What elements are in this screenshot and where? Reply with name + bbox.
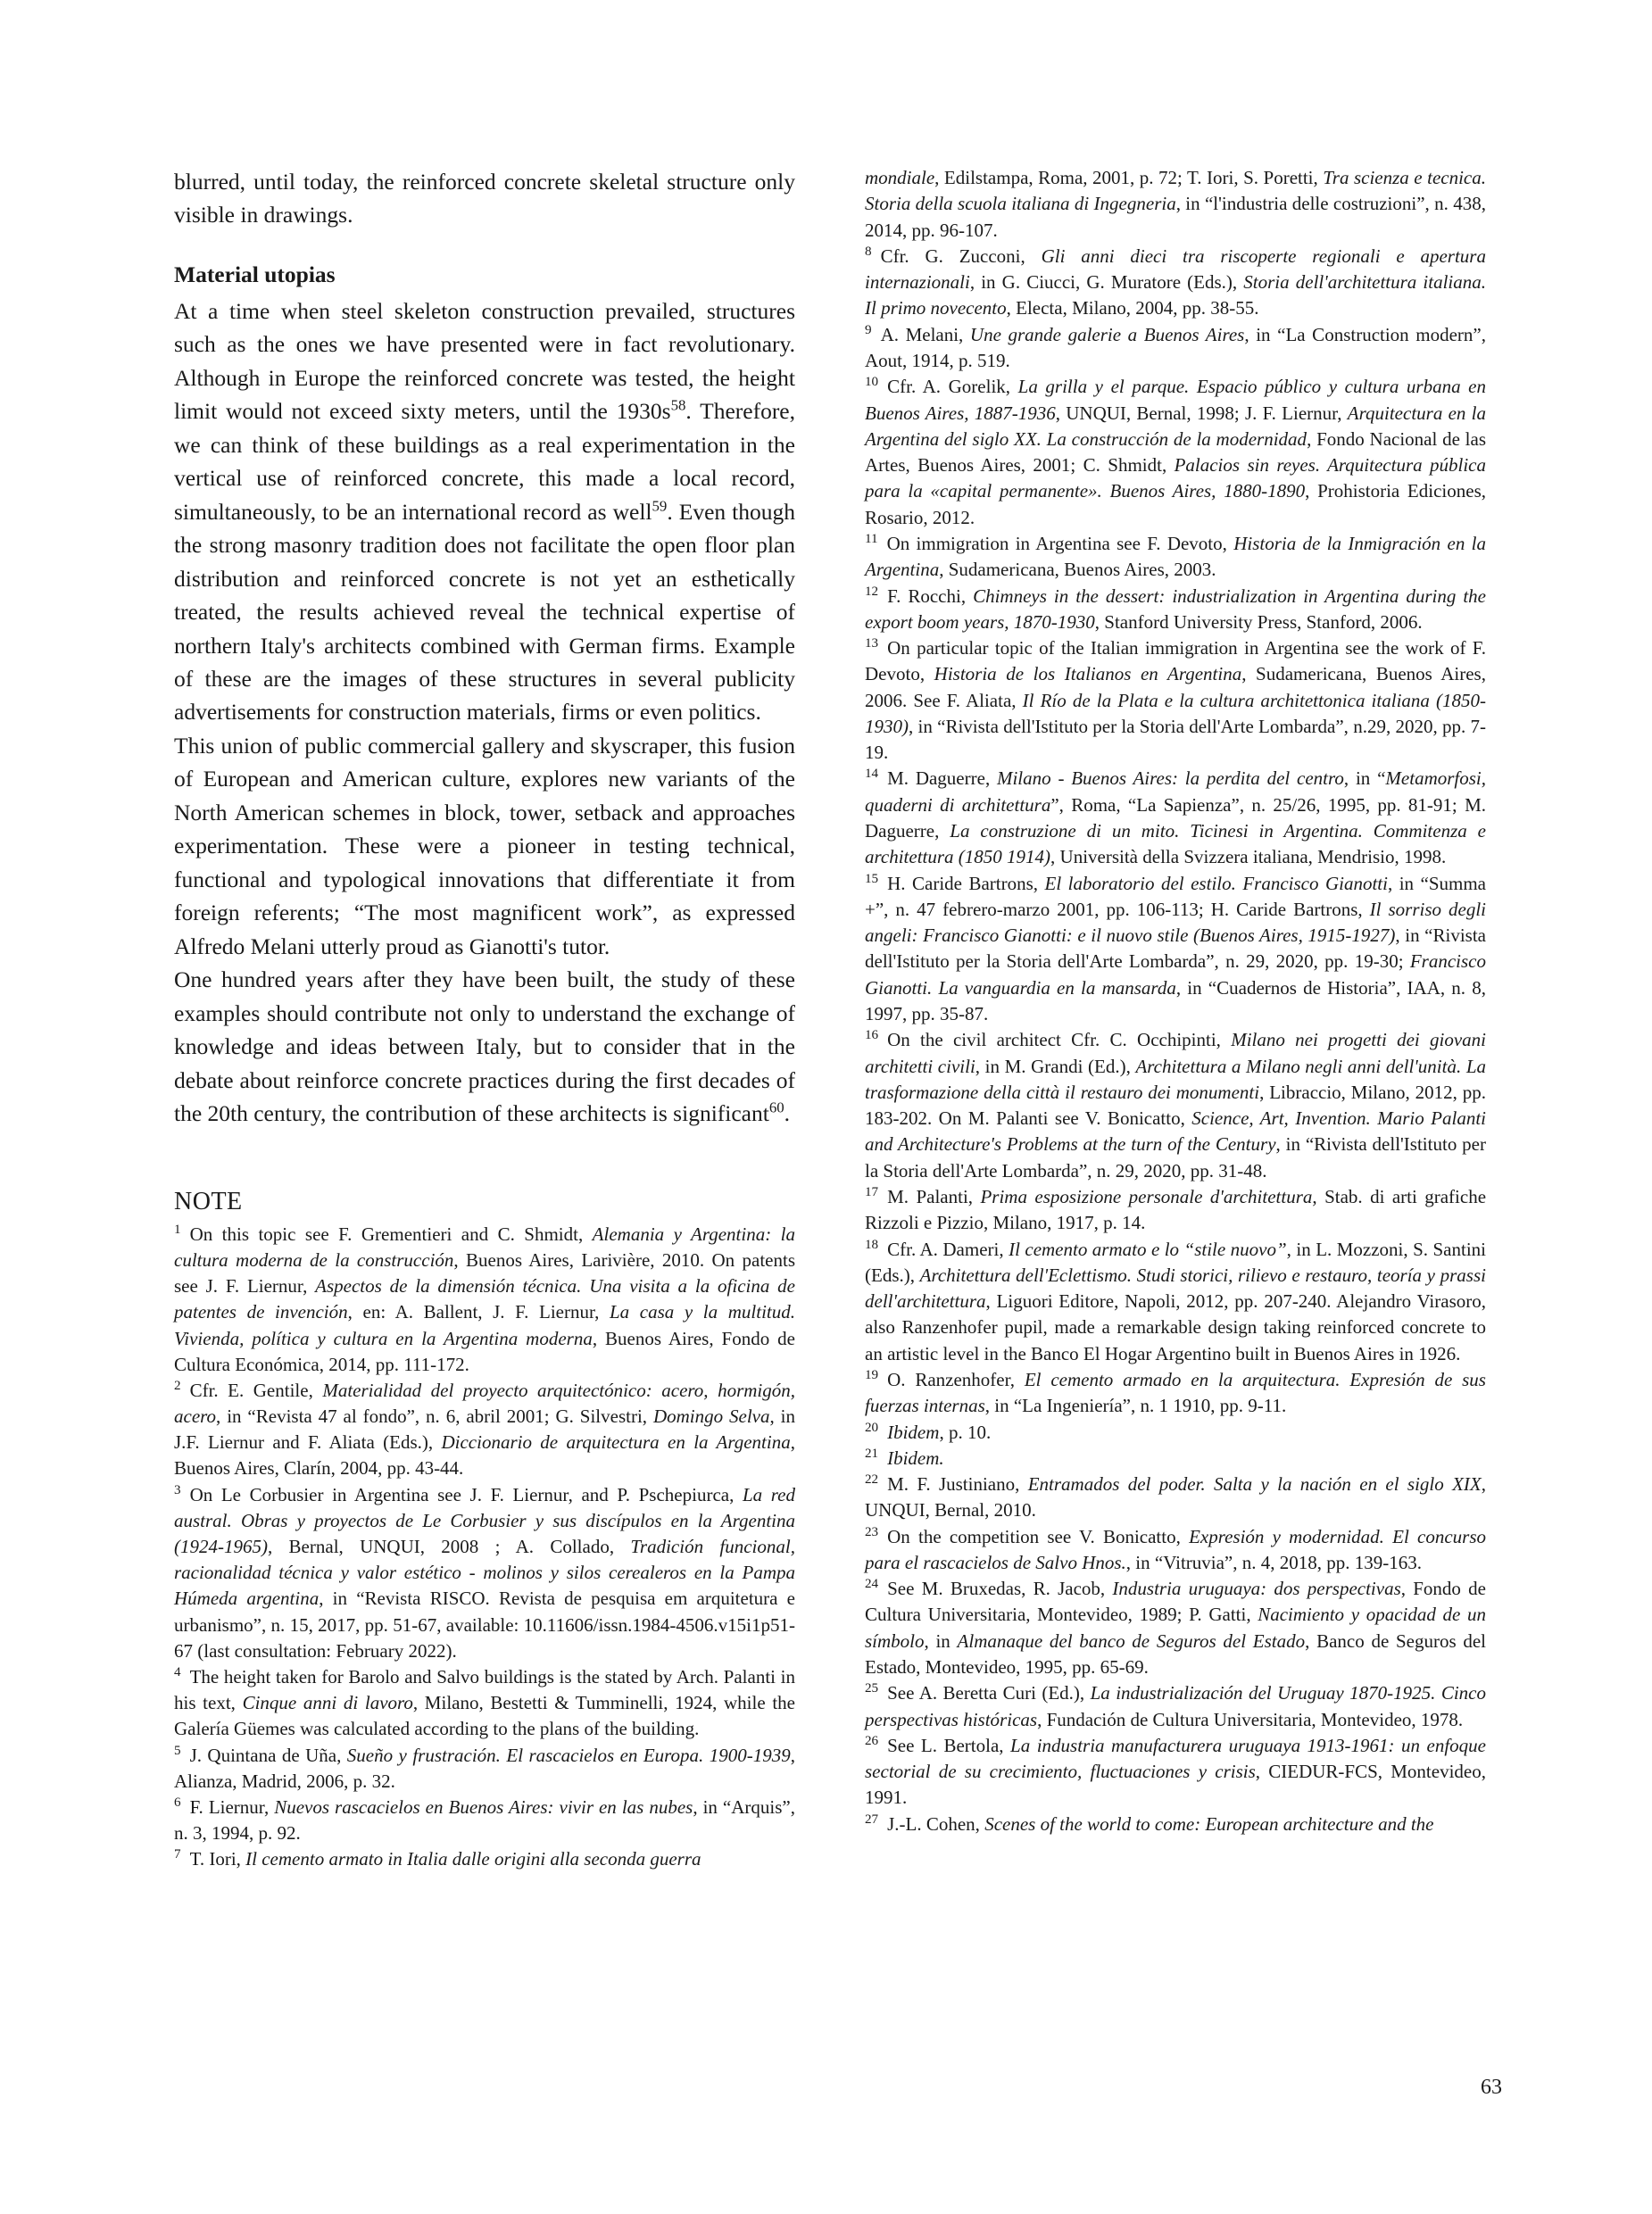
- note-item: [865, 374, 1486, 531]
- note-item: [865, 766, 1486, 870]
- note-number: 9: [865, 322, 872, 337]
- note-number: 13: [865, 636, 879, 651]
- note-number: 17: [865, 1184, 879, 1199]
- note-text: On the civil architect Cfr. C. Occhipinti, Milano nei progetti dei giovani architetti civili, in M. Grandi (Ed.), Architettura a Milano negli anni dell'unità. La trasformazione della città il restauro dei monumenti, Libraccio, Milano, 2012, pp. 183-202. On M. Palanti see V. Bonicatto, Science, Art, Invention. Mario Palanti and Architecture's Problems at the turn of the Century, in “Rivista dell'Istituto per la Storia dell'Arte Lombarda”, n. 29, 2020, pp. 31-48.: [865, 1029, 1487, 1182]
- note-number: 11: [865, 531, 878, 546]
- note-item-continued: [865, 165, 1486, 244]
- note-text: On Le Corbusier in Argentina see J. F. Liernur, and P. Pschepiurca, La red austral. Obras y proyectos de Le Corbusier y sus discípulos en la Argentina (1924-1965), Bernal, UNQUI, 2008 ; A. Collado, Tradición funcional, racionalidad técnica y valor estético - molinos y silos cerealeros en la Pampa Húmeda argentina, in “Revista RISCO. Revista de pesquisa em arquitetura e urbanismo”, n. 15, 2017, pp. 51-67, available: 10.11606/issn.1984-4506.v15i1p51-67 (last consultation: February 2022).: [174, 1483, 795, 1662]
- note-text: A. Melani, Une grande galerie a Buenos Aires, in “La Construction modern”, Aout, 1914, p. 519.: [865, 323, 1486, 371]
- note-item: [174, 1222, 795, 1378]
- note-item: [174, 1482, 795, 1664]
- note-text: Ibidem, p. 10.: [887, 1421, 992, 1443]
- note-item: [865, 1237, 1486, 1367]
- note-number: 8: [865, 244, 872, 259]
- note-item: [865, 1576, 1486, 1680]
- note-number: 5: [174, 1743, 181, 1758]
- note-number: 2: [174, 1378, 181, 1393]
- notes-list-right: [865, 165, 1486, 1890]
- note-number: 18: [865, 1237, 879, 1252]
- note-item: [865, 1027, 1486, 1184]
- note-text: Cfr. A. Gorelik, La grilla y el parque. Espacio público y cultura urbana en Buenos Aires, 1887-1936, UNQUI, Bernal, 1998; J. F. Liernur, Arquitectura en la Argentina del siglo XX. La construcción de la modernidad, Fondo Nacional de las Artes, Buenos Aires, 2001; C. Shmidt, Palacios sin reyes. Arquitectura pública para la «capital permanente». Buenos Aires, 1880-1890, Prohistoria Ediciones, Rosario, 2012.: [865, 376, 1487, 528]
- body-paragraph: This union of public commercial gallery and skyscraper, this fusion of European and American culture, explores new variants of the North American schemes in block, tower, setback and approaches experimentation. These were a pioneer in testing technical, functional and typological innovations that differentiate it from foreign referents; “The most magnificent work”, as expressed Alfredo Melani utterly proud as Gianotti's tutor.: [174, 732, 795, 959]
- note-item: [865, 635, 1486, 766]
- page-number: 63: [1481, 2076, 1502, 2099]
- note-item: [865, 244, 1486, 322]
- note-item: [865, 322, 1486, 375]
- note-item: [865, 1524, 1486, 1577]
- left-column: [174, 165, 795, 1890]
- note-text: M. F. Justiniano, Entramados del poder. Salta y la nación en el siglo XIX, UNQUI, Bernal, 2010.: [865, 1473, 1486, 1522]
- note-item: [174, 1846, 795, 1872]
- note-text: On this topic see F. Grementieri and C. Shmidt, Alemania y Argentina: la cultura moderna de la construcción, Buenos Aires, Larivière, 2010. On patents see J. F. Liernur, Aspectos de la dimensión técnica. Una visita a la oficina de patentes de invención, en: A. Ballent, J. F. Liernur, La casa y la multitud. Vivienda, política y cultura en la Argentina moderna, Buenos Aires, Fondo de Cultura Económica, 2014, pp. 111-172.: [174, 1223, 796, 1375]
- note-text: J.-L. Cohen, Scenes of the world to come: European architecture and the: [887, 1812, 1434, 1835]
- note-item: [174, 1795, 795, 1846]
- two-column-layout: [174, 165, 1486, 1890]
- note-text: See M. Bruxedas, R. Jacob, Industria uruguaya: dos perspectivas, Fondo de Cultura Universitaria, Montevideo, 1989; P. Gatti, Nacimiento y opacidad de un símbolo, in Almanaque del banco de Seguros del Estado, Banco de Seguros del Estado, Montevideo, 1995, pp. 65-69.: [865, 1578, 1487, 1679]
- note-item: [865, 1837, 1486, 1863]
- note-item: [865, 1367, 1486, 1420]
- note-number: 7: [174, 1847, 181, 1862]
- note-item: [865, 584, 1486, 636]
- note-text: Cfr. E. Gentile, Materialidad del proyecto arquitectónico: acero, hormigón, acero, in “Revista 47 al fondo”, n. 6, abril 2001; G. Silvestri, Domingo Selva, in J.F. Liernur and F. Aliata (Eds.), Diccionario de arquitectura en la Argentina, Buenos Aires, Clarín, 2004, pp. 43-44.: [174, 1379, 795, 1480]
- note-item: [865, 1733, 1486, 1812]
- note-number: 3: [174, 1482, 181, 1497]
- note-item: [174, 1743, 795, 1795]
- note-number: 12: [865, 584, 879, 599]
- note-text: H. Caride Bartrons, El laboratorio del estilo. Francisco Gianotti, in “Summa +”, n. 47 febrero-marzo 2001, pp. 106-113; H. Caride Bartrons, Il sorriso degli angeli: Francisco Gianotti: e il nuovo stile (Buenos Aires, 1915-1927), in “Rivista dell'Istituto per la Storia dell'Arte Lombarda”, n. 29, 2020, pp. 19-30; Francisco Gianotti. La vanguardia en la mansarda, in “Cuadernos de Historia”, IAA, n. 8, 1997, pp. 35-87.: [865, 872, 1486, 1024]
- note-text: Ibidem.: [887, 1447, 944, 1469]
- note-number: 21: [865, 1446, 879, 1461]
- opening-paragraph: blurred, until today, the reinforced concrete skeletal structure only visible in drawings.: [174, 169, 795, 228]
- note-item: [174, 1664, 795, 1743]
- note-text: On the competition see V. Bonicatto, Expresión y modernidad. El concurso para el rascacielos de Salvo Hnos., in “Vitruvia”, n. 4, 2018, pp. 139-163.: [865, 1525, 1486, 1573]
- note-text: See A. Beretta Curi (Ed.), La industrialización del Uruguay 1870-1925. Cinco perspectivas históricas, Fundación de Cultura Universitaria, Montevideo, 1978.: [865, 1682, 1486, 1730]
- note-number: 23: [865, 1524, 879, 1539]
- note-text: Cfr. G. Zucconi, Gli anni dieci tra riscoperte regionali e apertura internazionali, in G. Ciucci, G. Muratore (Eds.), Storia dell'architettura italiana. Il primo novecento, Electa, Milano, 2004, pp. 38-55.: [865, 245, 1486, 319]
- note-number: 10: [865, 375, 879, 390]
- note-text: F. Rocchi, Chimneys in the dessert: industrialization in Argentina during the export boom years, 1870-1930, Stanford University Press, Stanford, 2006.: [865, 585, 1486, 633]
- note-item: [174, 1378, 795, 1482]
- note-text: On immigration in Argentina see F. Devoto, Historia de la Inmigración en la Argentina, Sudamericana, Buenos Aires, 2003.: [865, 532, 1486, 581]
- note-item: [865, 871, 1486, 1028]
- body-paragraph: At a time when steel skeleton construction prevailed, structures such as the ones we have presented were in fact revolutionary. Although in Europe the reinforced concrete was tested, the height limit would not exceed sixty meters, until the $1930s^{58}$. Therefore, we can think of these buildings as a real experimentation in the vertical use of reinforced concrete, this made a local record, simultaneously, to be an international record as well$^{59}$. Even though the strong masonry tradition does not facilitate the open floor plan distribution and reinforced concrete is not yet an esthetically treated, the results achieved reveal the technical expertise of northern Italy's architects combined with German firms. Example of these are the images of these structures in several publicity advertisements for construction materials, firms or even politics.: [174, 297, 796, 726]
- note-item: [865, 1863, 1486, 1889]
- note-text: M. Daguerre, Milano - Buenos Aires: la perdita del centro, in “Metamorfosi, quaderni di architettura”, Roma, “La Sapienza”, n. 25/26, 1995, pp. 81-91; M. Daguerre, La construzione di un mito. Ticinesi in Argentina. Commitenza e architettura (1850 1914), Università della Svizzera italiana, Mendrisio, 1998.: [865, 767, 1486, 868]
- notes-list-left: [174, 1222, 795, 1873]
- note-item: [865, 1812, 1486, 1837]
- note-text: mondiale, Edilstampa, Roma, 2001, p. 72; T. Iori, S. Poretti, Tra scienza e tecnica. Storia della scuola italiana di Ingegneria, in “l'industria delle costruzioni”, n. 438, 2014, pp. 96-107.: [865, 167, 1486, 241]
- note-text: J. Quintana de Uña, Sueño y frustración. El rascacielos en Europa. 1900-1939, Alianza, Madrid, 2006, p. 32.: [174, 1744, 795, 1792]
- note-text: M. Palanti, Prima esposizione personale d'architettura, Stab. di arti grafiche Rizzoli e Pizzio, Milano, 1917, p. 14.: [865, 1185, 1487, 1234]
- note-text: O. Ranzenhofer, El cemento armado en la arquitectura. Expresión de sus fuerzas internas, in “La Ingeniería”, n. 1 1910, pp. 9-11.: [865, 1368, 1486, 1417]
- note-number: 14: [865, 767, 879, 782]
- body-paragraph: One hundred years after they have been built, the study of these examples should contribute not only to understand the exchange of knowledge and ideas between Italy, but to consider that in the debate about reinforce concrete practices during the first decades of the 20th century, the contribution of these architects is significant$^{60}$.: [174, 966, 795, 1127]
- note-number: 27: [865, 1812, 879, 1827]
- section-title: Material utopias: [174, 261, 336, 287]
- note-number: 22: [865, 1472, 879, 1488]
- note-number: 20: [865, 1420, 879, 1435]
- note-text: Cfr. A. Dameri, Il cemento armato e lo “stile nuovo”, in L. Mozzoni, S. Santini (Eds.), Architettura dell'Eclettismo. Studi storici, rilievo e restauro, teoría y prassi dell'architettura, Liguori Editore, Napoli, 2012, pp. 207-240. Alejandro Virasoro, also Ranzenhofer pupil, made a remarkable design taking reinforced concrete to an artistic level in the Banco El Hogar Argentino built in Buenos Aires in 1926.: [865, 1238, 1486, 1364]
- note-item: [865, 1446, 1486, 1472]
- note-text: T. Iori, Il cemento armato in Italia dalle origini alla seconda guerra: [189, 1848, 701, 1870]
- note-number: 24: [865, 1577, 879, 1592]
- note-number: 26: [865, 1733, 879, 1748]
- note-text: The height taken for Barolo and Salvo buildings is the stated by Arch. Palanti in his text, Cinque anni di lavoro, Milano, Bestetti & Tumminelli, 1924, while the Galería Güemes was calculated according to the plans of the building.: [174, 1665, 795, 1740]
- note-number: 25: [865, 1681, 879, 1696]
- note-number: 15: [865, 871, 879, 886]
- note-number: 1: [174, 1222, 181, 1237]
- note-number: 6: [174, 1795, 181, 1810]
- note-item: [865, 1184, 1486, 1237]
- note-text: On particular topic of the Italian immigration in Argentina see the work of F. Devoto, Historia de los Italianos en Argentina, Sudamericana, Buenos Aires, 2006. See F. Aliata, Il Río de la Plata e la cultura architettonica italiana (1850-1930), in “Rivista dell'Istituto per la Storia dell'Arte Lombarda”, n.29, 2020, pp. 7-19.: [865, 637, 1486, 764]
- notes-heading: NOTE: [174, 1187, 243, 1215]
- note-item: [865, 1680, 1486, 1733]
- note-item: [865, 1472, 1486, 1524]
- right-column: [865, 165, 1486, 1890]
- note-text: F. Liernur, Nuevos rascacielos en Buenos Aires: vivir en las nubes, in “Arquis”, n. 3, 1994, p. 92.: [174, 1795, 795, 1845]
- note-number: 4: [174, 1664, 181, 1679]
- note-number: 19: [865, 1367, 879, 1382]
- note-number: 16: [865, 1028, 879, 1043]
- note-item: [865, 531, 1486, 584]
- note-text: See L. Bertola, La industria manufacturera uruguaya 1913-1961: un enfoque sectorial de su crecimiento, fluctuaciones y crisis, CIEDUR-FCS, Montevideo, 1991.: [865, 1734, 1486, 1809]
- note-item: [865, 1420, 1486, 1446]
